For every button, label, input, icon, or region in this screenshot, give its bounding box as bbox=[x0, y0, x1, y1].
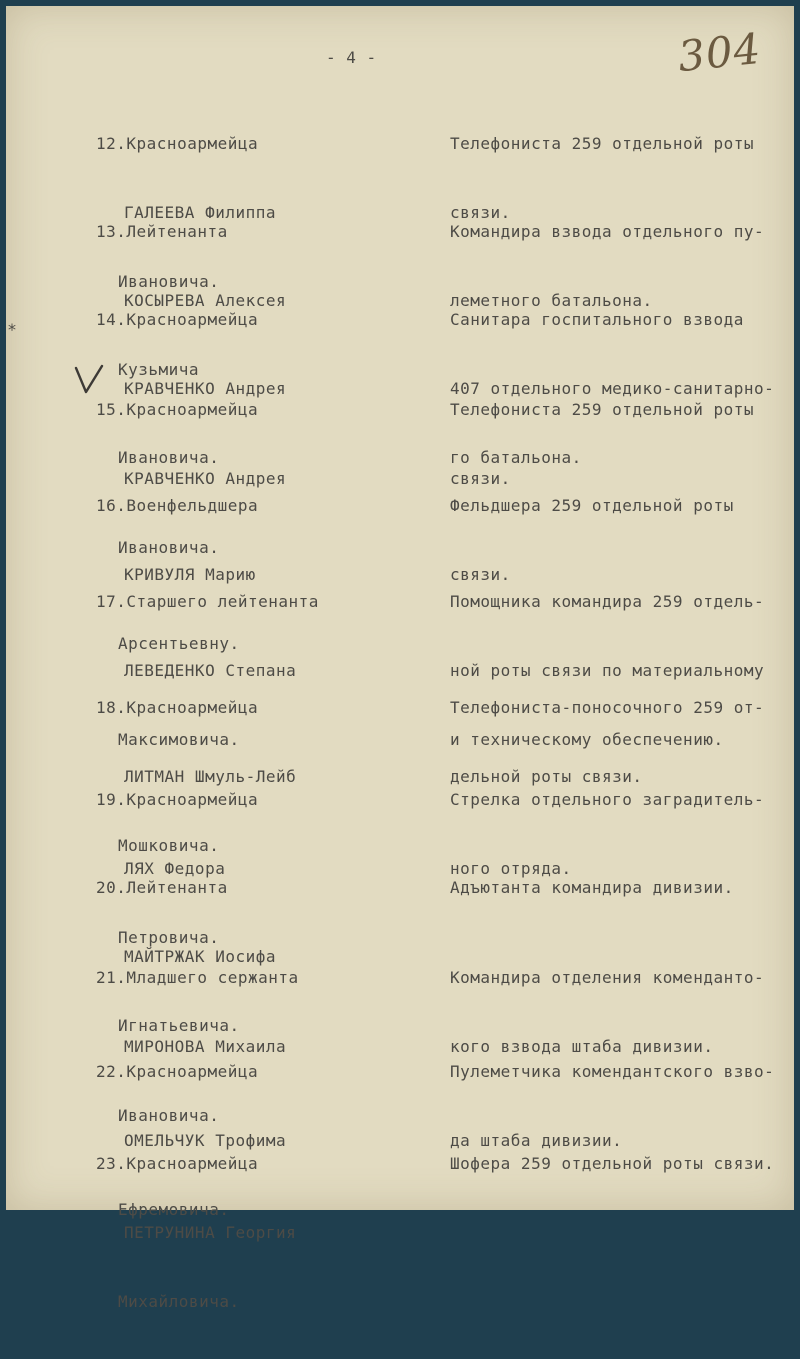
rank-line: 21.Младшего сержанта bbox=[96, 968, 299, 987]
position-line: Телефониста 259 отдельной роты bbox=[450, 134, 754, 153]
patronymic-line: Ивановича. bbox=[118, 272, 220, 291]
position-line: дельной роты связи. bbox=[450, 767, 643, 786]
position-line: го батальона. bbox=[450, 448, 582, 467]
rank-line: 12.Красноармейца bbox=[96, 134, 259, 153]
patronymic-line: Ивановича. bbox=[118, 538, 220, 557]
archive-page-number: 304 bbox=[675, 23, 764, 82]
position-line: ной роты связи по материальному bbox=[450, 661, 765, 680]
position-line: кого взвода штаба дивизии. bbox=[450, 1037, 714, 1056]
patronymic-line: Арсентьевну. bbox=[118, 634, 240, 653]
position-line: Телефониста-поносочного 259 от- bbox=[450, 698, 765, 717]
rank-line: 20.Лейтенанта bbox=[96, 878, 228, 897]
surname-line: ЛИТМАН Шмуль-Лейб bbox=[124, 767, 297, 786]
position-line: Командира взвода отдельного пу- bbox=[450, 222, 765, 241]
rank-line: 15.Красноармейца bbox=[96, 400, 259, 419]
position-line: Стрелка отдельного заградитель- bbox=[450, 790, 765, 809]
surname-line: МИРОНОВА Михаила bbox=[124, 1037, 287, 1056]
surname-line: ГАЛЕЕВА Филиппа bbox=[124, 203, 276, 222]
margin-tick-mark: * bbox=[8, 320, 16, 339]
position-line: Пулеметчика комендантского взво- bbox=[450, 1062, 775, 1081]
position-line: Фельдшера 259 отдельной роты bbox=[450, 496, 734, 515]
patronymic-line: Максимовича. bbox=[118, 730, 240, 749]
position-line: связи. bbox=[450, 203, 511, 222]
surname-line: ЛЕВЕДЕНКО Степана bbox=[124, 661, 297, 680]
patronymic-line: Игнатьевича. bbox=[118, 1016, 240, 1035]
surname-line: КРИВУЛЯ Марию bbox=[124, 565, 256, 584]
patronymic-line: Ивановича. bbox=[118, 1106, 220, 1125]
page-number: - 4 - bbox=[326, 48, 377, 67]
position-line: Санитара госпитального взвода bbox=[450, 310, 744, 329]
patronymic-line: Мошковича. bbox=[118, 836, 220, 855]
rank-line: 14.Красноармейца bbox=[96, 310, 259, 329]
surname-line: ПЕТРУНИНА Георгия bbox=[124, 1223, 297, 1242]
rank-line: 23.Красноармейца bbox=[96, 1154, 259, 1173]
patronymic-line: Ивановича. bbox=[118, 448, 220, 467]
rank-line: 18.Красноармейца bbox=[96, 698, 259, 717]
patronymic-line: Кузьмича bbox=[118, 360, 200, 379]
document-page bbox=[6, 6, 794, 1311]
surname-line: МАЙТРЖАК Иосифа bbox=[124, 947, 276, 966]
position-line: Телефониста 259 отдельной роты bbox=[450, 400, 754, 419]
recipient-position bbox=[450, 1106, 790, 1221]
rank-line: 19.Красноармейца bbox=[96, 790, 259, 809]
surname-line: ОМЕЛЬЧУК Трофима bbox=[124, 1131, 287, 1150]
position-line: Помощника командира 259 отдель- bbox=[450, 592, 765, 611]
position-line: Командира отделения коменданто- bbox=[450, 968, 765, 987]
position-line: да штаба дивизии. bbox=[450, 1131, 623, 1150]
patronymic-line: Ефремовича. bbox=[118, 1200, 230, 1219]
position-line: Адъютанта командира дивизии. bbox=[450, 878, 734, 897]
position-line: ного отряда. bbox=[450, 859, 572, 878]
patronymic-line: Михайловича. bbox=[118, 1292, 240, 1311]
surname-line: КРАВЧЕНКО Андрея bbox=[124, 379, 287, 398]
patronymic-line: Петровича. bbox=[118, 928, 220, 947]
position-line: связи. bbox=[450, 565, 511, 584]
position-line: Шофера 259 отдельной роты связи. bbox=[450, 1154, 775, 1173]
position-line: леметного батальона. bbox=[450, 291, 653, 310]
rank-line: 22.Красноармейца bbox=[96, 1062, 259, 1081]
rank-line: 16.Военфельдшера bbox=[96, 496, 259, 515]
position-line: 407 отдельного медико-санитарно- bbox=[450, 379, 775, 398]
surname-line: КРАВЧЕНКО Андрея bbox=[124, 469, 287, 488]
rank-line: 17.Старшего лейтенанта bbox=[96, 592, 319, 611]
recipient-name bbox=[96, 1106, 426, 1359]
surname-line: КОСЫРЕВА Алексея bbox=[124, 291, 287, 310]
position-line: связи. bbox=[450, 469, 511, 488]
rank-line: 13.Лейтенанта bbox=[96, 222, 228, 241]
surname-line: ЛЯХ Федора bbox=[124, 859, 226, 878]
position-line: и техническому обеспечению. bbox=[450, 730, 724, 749]
